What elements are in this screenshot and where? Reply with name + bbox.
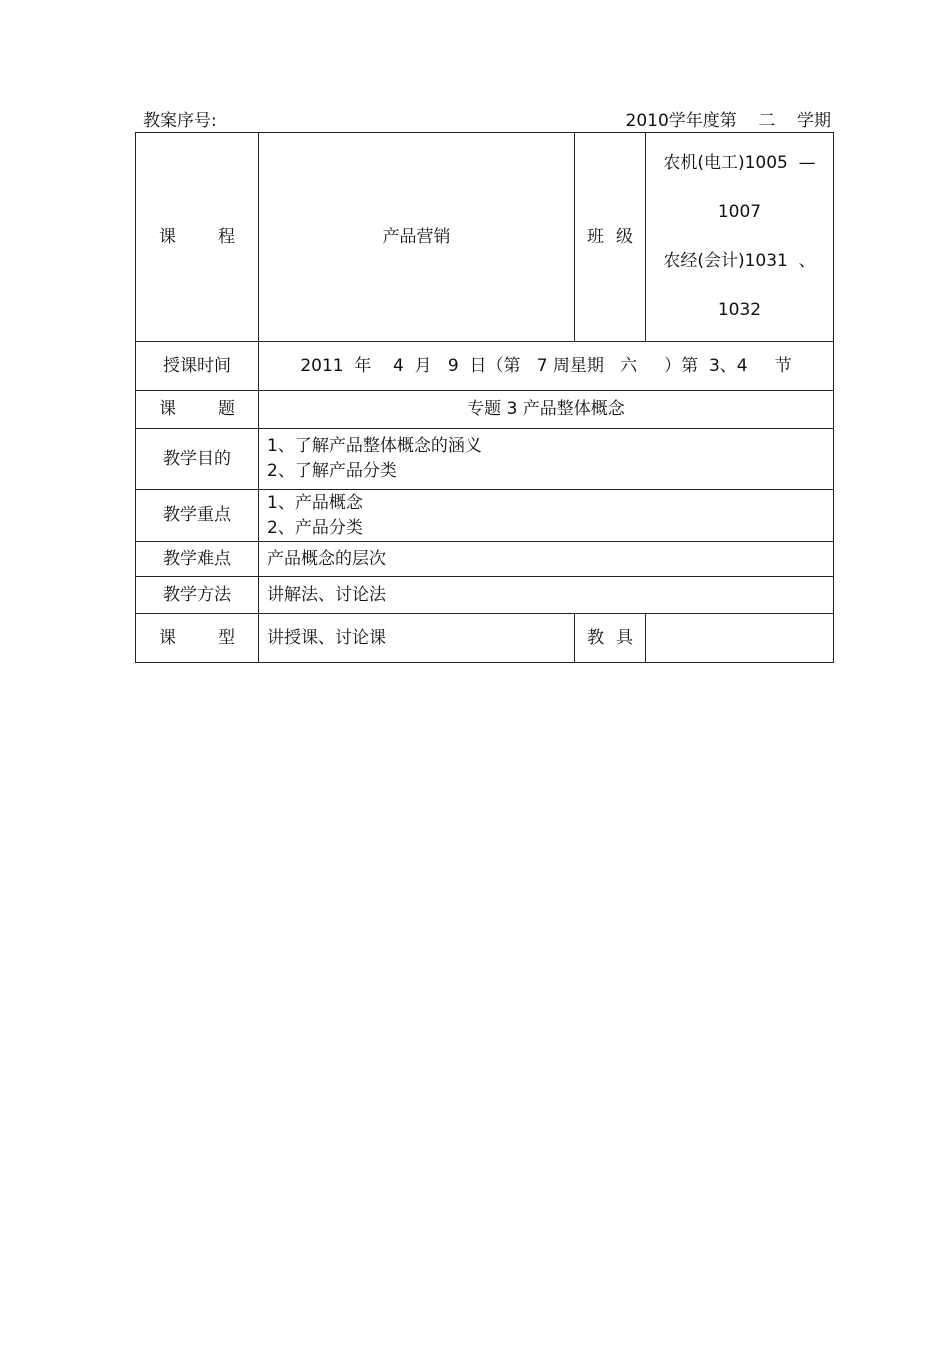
- topic-value: 专题 3 产品整体概念: [259, 391, 834, 429]
- objective-line-1: 1、了解产品整体概念的涵义: [267, 436, 482, 457]
- class-label: 班级: [587, 226, 633, 247]
- class-value-cell: [646, 133, 834, 342]
- class-line-1: 农机(电工)1005 —: [663, 153, 816, 173]
- methods-value: 讲解法、讨论法: [259, 577, 834, 614]
- serial-number-label: 教案序号:: [143, 111, 217, 131]
- class-line-4: 1032: [717, 300, 762, 320]
- topic-row: [136, 391, 834, 429]
- class-line-3: 农经(会计)1031 、: [663, 251, 816, 271]
- methods-row: [136, 577, 834, 614]
- key-points-row: [136, 490, 834, 542]
- difficulties-row: [136, 542, 834, 577]
- objectives-label: 教学目的: [136, 429, 259, 490]
- course-label-cell: [136, 133, 259, 342]
- tools-label-cell: [575, 614, 646, 663]
- lesson-type-row: [136, 614, 834, 663]
- topic-label: 课题: [159, 399, 235, 420]
- lesson-plan-table: [135, 132, 834, 663]
- objectives-row: [136, 429, 834, 490]
- lesson-type-label-cell: [136, 614, 259, 663]
- topic-label-cell: [136, 391, 259, 429]
- key-points-label: 教学重点: [136, 490, 259, 542]
- methods-label: 教学方法: [136, 577, 259, 614]
- class-line-2: 1007: [717, 202, 762, 222]
- time-value-cell: [259, 342, 834, 391]
- class-label-cell: [575, 133, 646, 342]
- lesson-type-value: 讲授课、讨论课: [259, 614, 575, 663]
- lesson-type-label: 课型: [159, 627, 235, 648]
- course-value: 产品营销: [259, 133, 575, 342]
- time-value: 2011 年 4 月 9 日（第 7 周星期 六 ）第 3、4 节: [300, 355, 792, 376]
- difficulties-value: 产品概念的层次: [259, 542, 834, 577]
- objective-line-2: 2、了解产品分类: [267, 461, 397, 481]
- key-point-line-1: 1、产品概念: [267, 492, 363, 513]
- time-row: [136, 342, 834, 391]
- difficulties-label: 教学难点: [136, 542, 259, 577]
- tools-label: 教具: [587, 627, 633, 648]
- key-points-value-cell: [259, 490, 834, 542]
- course-label: 课程: [159, 226, 235, 247]
- key-point-line-2: 2、产品分类: [267, 517, 363, 538]
- objectives-value-cell: [259, 429, 834, 490]
- term-label: 2010学年度第 二 学期: [625, 111, 831, 131]
- time-label: 授课时间: [136, 342, 259, 391]
- tools-value: [646, 614, 834, 663]
- document-header: [143, 106, 831, 130]
- course-row: [136, 133, 834, 342]
